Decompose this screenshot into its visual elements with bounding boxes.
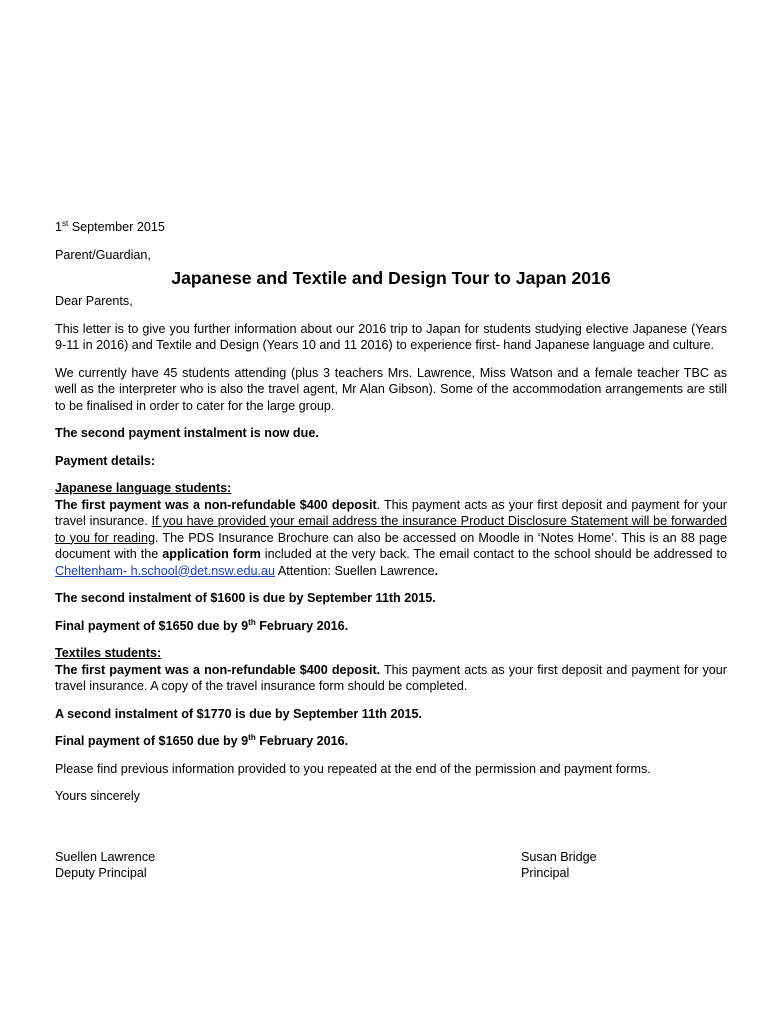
japanese-final-post: February 2016. <box>255 618 349 633</box>
para-students: We currently have 45 students attending (plus 3 teachers Mrs. Lawrence, Miss Watson and a female teacher TBC as well as the interpreter who is also the travel agent, Mr Alan Gibson). Some of the accommodation arrangements are still to be finalised in order to cater for the large group. <box>55 365 727 413</box>
textiles-text: This payment acts as your first deposit and payment for your travel insurance. A copy of the travel insurance form should be completed. <box>55 662 727 693</box>
greeting: Dear Parents, <box>55 294 133 308</box>
japanese-final-sup: th <box>248 617 256 627</box>
signatory-left <box>55 849 155 882</box>
textiles-paragraph <box>55 662 727 695</box>
letter-title: Japanese and Textile and Design Tour to Japan 2016 <box>171 268 611 288</box>
letter-body <box>55 219 727 882</box>
textiles-final-pre: Final payment of $1650 due by 9 <box>55 734 249 748</box>
signatures <box>55 849 727 882</box>
school-email-link[interactable]: Cheltenham- h.school@det.nsw.edu.au <box>55 563 276 578</box>
application-form-text: application form <box>162 547 261 561</box>
textiles-first-payment: The first payment was a non-refundable $400 deposit. <box>55 662 381 677</box>
japanese-heading: Japanese language students: <box>55 481 232 495</box>
date-rest: September 2015 <box>68 220 165 234</box>
signatory-right <box>521 849 727 882</box>
para-repeat: Please find previous information provided to you repeated at the end of the permission and payment forms. <box>55 761 651 776</box>
textiles-final-payment <box>55 733 727 750</box>
payment-details-heading: Payment details: <box>55 453 156 468</box>
date-suffix: st <box>62 219 69 228</box>
japanese-text-1: . This payment acts as your first deposit and payment for your travel insurance. <box>55 497 727 528</box>
second-payment-due: The second payment instalment is now due. <box>55 426 319 440</box>
para-intro: This letter is to give you further information about our 2016 trip to Japan for students studying elective Japanese (Years 9-11 in 2016) and Textile and Design (Years 10 and 11 2016) to experience first- hand Japanese language and culture. <box>55 321 727 352</box>
japanese-underlined-note: If you have provided your email address the insurance Product Disclosure Statement will be forwarded to you for reading <box>55 514 727 545</box>
salutation-top: Parent/Guardian, <box>55 247 151 262</box>
attention-text: Attention: Suellen Lawrence <box>275 563 435 578</box>
textiles-final-post: February 2016. <box>255 734 349 748</box>
japanese-second-instalment: The second instalment of $1600 is due by September 11th 2015. <box>55 591 436 605</box>
signatory-role: Principal <box>521 866 570 880</box>
date-day: 1 <box>55 220 63 234</box>
attention-period: . <box>434 563 439 578</box>
signatory-role: Deputy Principal <box>55 866 147 880</box>
letter-date <box>55 219 727 236</box>
japanese-first-payment: The first payment was a non-refundable $400 deposit <box>55 497 377 512</box>
textiles-heading: Textiles students: <box>55 646 162 660</box>
closing: Yours sincerely <box>55 789 140 803</box>
textiles-final-sup: th <box>248 733 256 742</box>
japanese-paragraph <box>55 497 727 580</box>
japanese-text-3: included at the very back. The email contact to the school should be addressed to <box>260 547 727 561</box>
textiles-second-instalment: A second instalment of $1770 is due by September 11th 2015. <box>55 706 422 721</box>
japanese-final-payment <box>55 618 727 635</box>
japanese-final-pre: Final payment of $1650 due by 9 <box>55 618 249 633</box>
japanese-text-2: . The PDS Insurance Brochure can also be accessed on Moodle in ‘Notes Home’. This is an 88 page document with the <box>55 530 727 561</box>
signatory-name: Susan Bridge <box>521 849 597 864</box>
signatory-name: Suellen Lawrence <box>55 849 156 864</box>
